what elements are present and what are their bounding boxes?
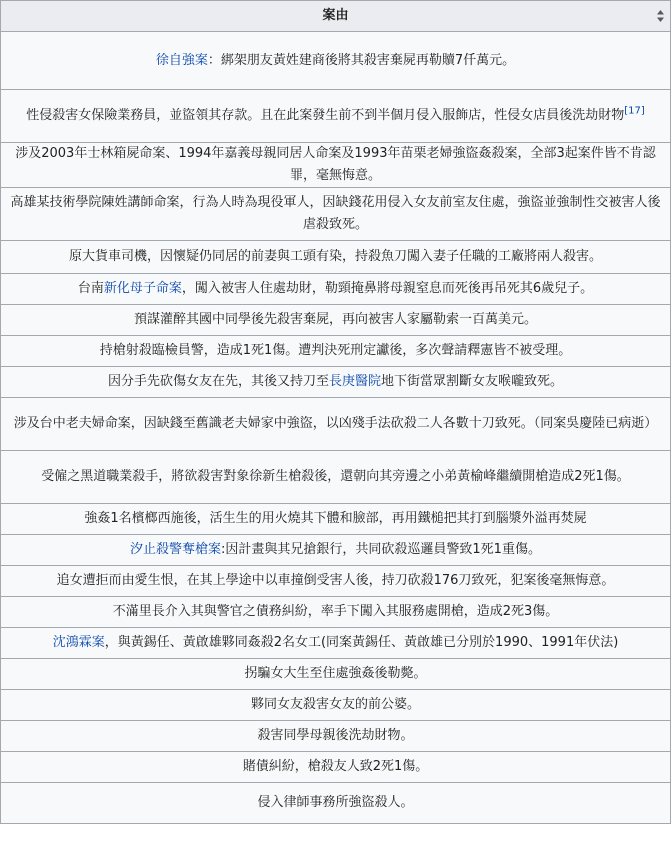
reference-link[interactable]: [17] <box>624 105 645 117</box>
table-row <box>1 690 671 721</box>
case-text: 地下街當眾割斷女友喉嚨致死。 <box>381 374 564 389</box>
table-row <box>1 398 671 451</box>
table-row <box>1 274 671 305</box>
case-cell <box>1 628 671 659</box>
case-link[interactable]: 長庚醫院 <box>328 374 381 389</box>
case-text: 拐騙女大生至住處強姦後勒斃。 <box>244 666 427 681</box>
table-row <box>1 566 671 597</box>
case-text: 夥同女友殺害女友的前公婆。 <box>250 697 420 712</box>
case-cell <box>1 504 671 535</box>
case-text: ：綁架朋友黃姓建商後將其殺害棄屍再勒贖7仟萬元。 <box>207 52 516 68</box>
table-row <box>1 305 671 336</box>
case-text: 賭債糾紛，槍殺友人致2死1傷。 <box>242 759 429 774</box>
table-row <box>1 367 671 398</box>
table-row <box>1 535 671 566</box>
case-text: 追女遭拒而由愛生恨，在其上學途中以車撞倒受害人後，持刀砍殺176刀致死，犯案後毫無悔意。 <box>56 573 615 588</box>
case-text: 持槍射殺臨檢員警，造成1死1傷。遭判決死刑定讞後，多次聲請釋憲皆不被受理。 <box>99 343 572 358</box>
case-text: 殺害同學母親後洗劫財物。 <box>257 728 414 743</box>
case-cell <box>1 566 671 597</box>
case-cell <box>1 451 671 504</box>
table-row <box>1 659 671 690</box>
case-link[interactable]: 汐止殺警奪槍案 <box>130 542 222 557</box>
table-row <box>1 504 671 535</box>
case-text: ，與黃錫任、黃啟雄夥同姦殺2名女工(同案黃錫任、黃啟雄已分別於1990、1991年伏法) <box>104 635 619 650</box>
case-cell <box>1 90 671 143</box>
case-text: 預謀灌醉其國中同學後先殺害棄屍，再向被害人家屬勒索一百萬美元。 <box>133 312 537 327</box>
table-row <box>1 783 671 824</box>
case-cell <box>1 597 671 628</box>
case-cell <box>1 398 671 451</box>
table-row <box>1 752 671 783</box>
column-header-cause[interactable] <box>1 1 671 32</box>
case-text: 性侵殺害女保險業務員，並盜領其存款。且在此案發生前不到半個月侵入服飾店，性侵女店員後洗劫財物 <box>26 108 625 123</box>
case-text: 涉及2003年士林箱屍命案、1994年嘉義母親同居人命案及1993年苗栗老婦強盜姦殺案，全部3起案件皆不肯認罪，毫無悔意。 <box>15 146 656 183</box>
case-cell <box>1 721 671 752</box>
table-row <box>1 90 671 143</box>
sort-arrows-icon[interactable] <box>657 10 664 22</box>
case-text: 原大貨車司機，因懷疑仍同居的前妻與工頭有染，持殺魚刀闖入妻子任職的工廠將兩人殺害。 <box>68 249 602 264</box>
case-text: ，闖入被害人住處劫財，勒頸掩鼻將母親窒息而死後再吊死其6歲兒子。 <box>181 281 594 296</box>
table-row <box>1 721 671 752</box>
header-row <box>1 1 671 32</box>
case-text: :因計畫與其兄搶銀行，共同砍殺巡邏員警致1死1重傷。 <box>221 542 541 557</box>
column-header-label: 案由 <box>322 8 349 23</box>
table-row <box>1 336 671 367</box>
case-cell <box>1 188 671 241</box>
case-text: 高雄某技術學院陳姓講師命案，行為人時為現役軍人，因缺錢花用侵入女友前室友住處，強盜並強制性交被害人後虐殺致死。 <box>10 195 661 232</box>
case-cell <box>1 305 671 336</box>
case-cell <box>1 143 671 188</box>
case-text: 受僱之黑道職業殺手，將欲殺害對象徐新生槍殺後，還朝向其旁邊之小弟黃榆峰繼續開槍造成2死1傷。 <box>41 469 630 484</box>
table-row <box>1 451 671 504</box>
case-cell <box>1 535 671 566</box>
table-row <box>1 143 671 188</box>
case-link[interactable]: 新化母子命案 <box>103 281 182 296</box>
case-text-prefix: 台南 <box>77 281 104 296</box>
case-cell <box>1 32 671 90</box>
table-row <box>1 597 671 628</box>
case-cell <box>1 783 671 824</box>
case-cell <box>1 336 671 367</box>
case-text: 涉及台中老夫婦命案，因缺錢至舊識老夫婦家中強盜，以凶殘手法砍殺二人各數十刀致死。（同案吳慶陸已病逝） <box>13 416 658 431</box>
case-text: 不滿里長介入其與警官之債務糾紛，率手下闖入其服務處開槍，造成2死3傷。 <box>112 604 559 619</box>
table-row <box>1 32 671 90</box>
case-link[interactable]: 沈鴻霖案 <box>52 635 105 650</box>
case-cell <box>1 367 671 398</box>
case-cell <box>1 690 671 721</box>
table-row <box>1 188 671 241</box>
case-link[interactable]: 徐自強案 <box>155 52 208 68</box>
case-text: 侵入律師事務所強盜殺人。 <box>257 795 414 810</box>
case-cell <box>1 659 671 690</box>
case-cell <box>1 241 671 274</box>
reference-sup <box>624 106 645 117</box>
case-text: 強姦1名檳榔西施後，活生生的用火燒其下體和臉部，再用鐵槌把其打到腦漿外溢再焚屍 <box>84 511 587 526</box>
table-row <box>1 628 671 659</box>
case-text-prefix: 因分手先砍傷女友在先，其後又持刀至 <box>107 374 329 389</box>
case-cell <box>1 752 671 783</box>
case-cell <box>1 274 671 305</box>
table-row <box>1 241 671 274</box>
